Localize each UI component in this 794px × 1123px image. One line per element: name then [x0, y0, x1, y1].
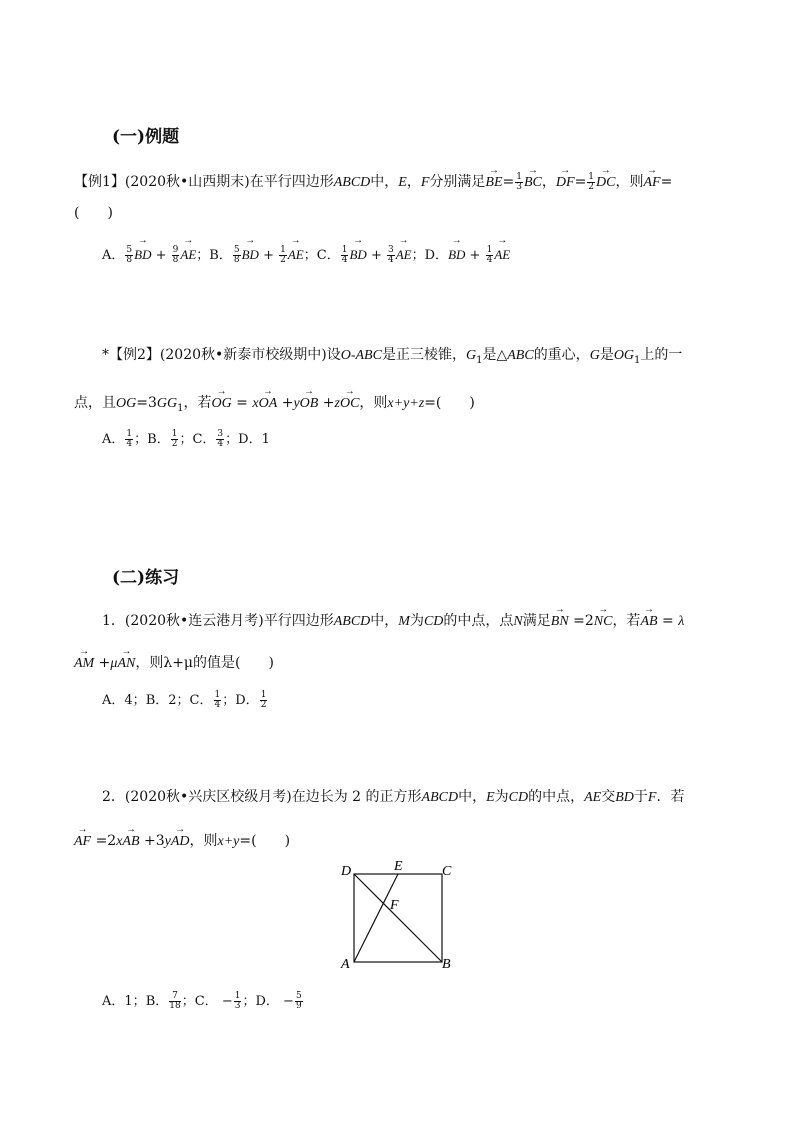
segment-ae — [354, 874, 398, 962]
practice-2-line-1: 2．(2020秋•兴庆区校级月考)在边长为 2 的正方形ABCD中，E为CD的中点，AE交BD于F．若 — [102, 789, 685, 805]
text: 在平行四边形 — [249, 174, 334, 190]
example-2-options: A． $\frac{1}{4}$ ；B． $\frac{1}{2}$ ；C． $\frac{3}{4}$ ；D．1 — [102, 429, 270, 449]
text: = — [660, 174, 673, 190]
example-1-options: A． $\frac{5}{8}$ → BD + $\frac{9}{8}$ → AE；B． $\frac{5}{8}$ → BD + $\frac{1}{2}$ → AE；C． $\frac{1}{4}$ → BD + $\frac{3}{4}$ → AE；D．→ BD + $\frac{1}{4}$ → AE — [102, 242, 510, 265]
vector-bn: → BN — [551, 607, 569, 632]
practice-2-line-2: → AF =2x→ AB +3y→ AD，则x+y=( ) — [74, 827, 290, 852]
vector-nc: → NC — [594, 607, 613, 632]
practice-1-options: A．4；B．2；C． $\frac{1}{4}$ ；D． $\frac{1}{2}$ — [102, 690, 267, 710]
example-1-tag: 【例1】 — [74, 174, 125, 190]
vector-df: → DF — [556, 168, 575, 193]
math-f: F — [420, 175, 430, 190]
text: = — [574, 174, 587, 190]
star-mark: * — [102, 347, 109, 363]
vector: → AE — [288, 242, 304, 263]
text: ， — [541, 174, 556, 190]
practice-1-line-1: 1．(2020秋•连云港月考)平行四边形ABCD中，M为CD的中点，点N满足→ BN =2→ NC，若→ AB = λ — [102, 607, 684, 632]
example-2-line-1: *【例2】(2020秋•新泰市校级期中)设O-ABC是正三棱锥，$G_1$是△ABC的重心，G是$OG_1$上的一 — [102, 347, 683, 366]
vector-og: → OG — [211, 389, 231, 414]
vector-dc: → DC — [596, 168, 615, 193]
option-b-label: B． — [209, 248, 232, 263]
vector-ab: → AB — [122, 827, 139, 852]
vector: → BD — [242, 242, 259, 263]
vector: → AE — [180, 242, 196, 263]
vector: → BD — [349, 242, 366, 263]
diagonal-bd — [354, 874, 442, 962]
vector-be: → BE — [485, 168, 502, 193]
vector: → AE — [494, 242, 510, 263]
math-e: E — [398, 175, 407, 190]
math-g1: G — [465, 348, 477, 363]
option-a-label: A． — [102, 248, 125, 263]
example-2-tag: 【例2】 — [109, 347, 160, 363]
fraction: $\frac{1}{3}$ — [516, 171, 522, 192]
vector-oa: → OA — [259, 389, 278, 414]
option-c-label: C． — [316, 248, 340, 263]
text: 中， — [370, 174, 399, 190]
fraction: $\frac{1}{2}$ — [588, 171, 595, 192]
vector-oc: → OC — [340, 389, 359, 414]
practice-1-line-2: → AM +μ→ AN，则λ+μ的值是( ) — [74, 649, 274, 674]
vector: → BD — [134, 242, 151, 263]
vector-ab: → AB — [640, 607, 657, 632]
vector-am: → AM — [74, 649, 94, 674]
vector-ad: → AD — [171, 827, 190, 852]
example-1-line-1 — [74, 168, 672, 193]
label-d: D — [341, 864, 352, 879]
text: 分别满足 — [429, 174, 486, 190]
section-title-examples: (一)例题 — [112, 127, 180, 147]
vector: → BD — [448, 242, 465, 263]
text: ， — [406, 174, 421, 190]
example-1-paren: ( ) — [74, 205, 113, 221]
option-d-label: D． — [424, 248, 449, 263]
vector-an: → AN — [117, 649, 135, 674]
vector-af: → AF — [74, 827, 91, 852]
label-a: A — [341, 957, 350, 972]
vector: → AE — [396, 242, 412, 263]
section-title-practice: (二)练习 — [112, 568, 180, 588]
square-abcd-figure — [338, 857, 458, 973]
example-1-source: (2020秋•山西期末) — [124, 174, 250, 190]
vector-af: → AF — [643, 168, 660, 193]
text: = — [502, 174, 515, 190]
math-abcd: ABCD — [333, 175, 371, 190]
text: ，则 — [615, 174, 644, 190]
vector-ob: → OB — [300, 389, 319, 414]
practice-2-options: A．1；B． $\frac{7}{18}$ ；C． − $\frac{1}{3}$ ；D． − $\frac{5}{9}$ — [102, 991, 302, 1011]
example-2-line-2: 点，且$OG=3GG_1$，若→ OG = x→ OA +y→ OB +z→ OC，则x+y+z=( ) — [74, 389, 475, 419]
label-b: B — [442, 957, 451, 972]
label-e: E — [394, 859, 403, 874]
vector-bc: → BC — [524, 168, 542, 193]
label-c: C — [442, 864, 452, 879]
example-2-source: (2020秋•新泰市校级期中) — [159, 347, 327, 363]
math-oabc: O-ABC — [340, 348, 382, 363]
label-f: F — [390, 898, 399, 913]
